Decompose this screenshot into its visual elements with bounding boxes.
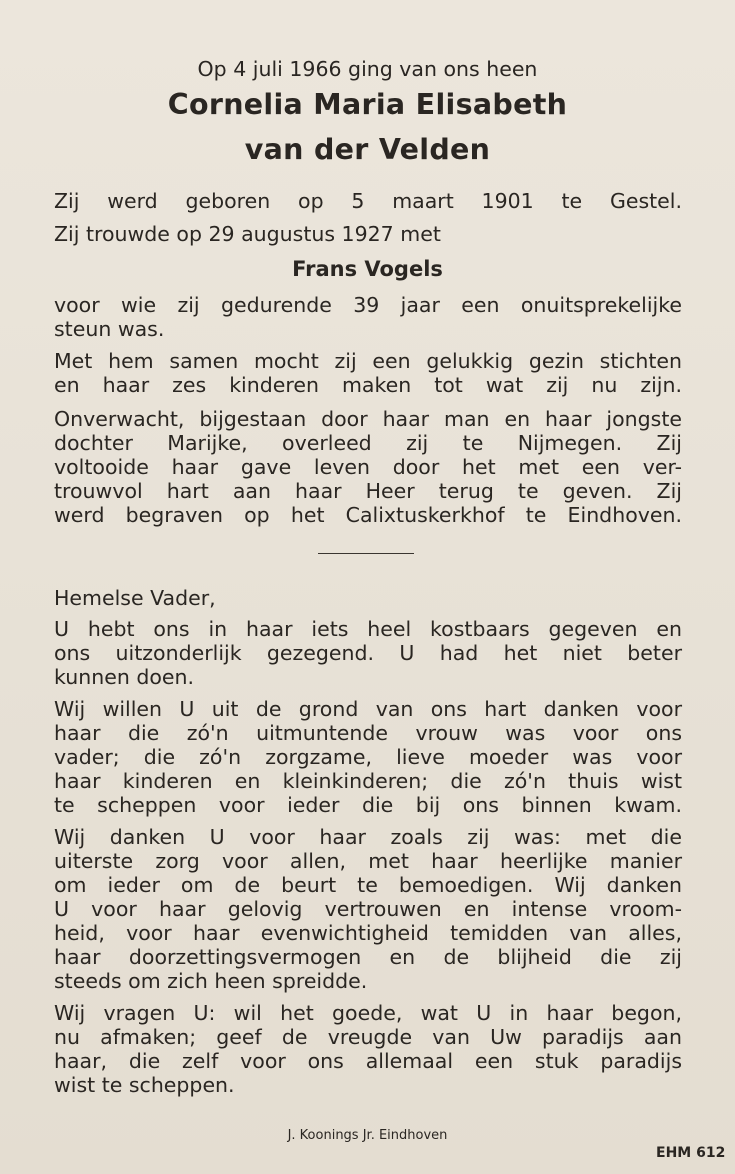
section-divider xyxy=(318,553,414,554)
prayer-line: wist te scheppen. xyxy=(54,1073,235,1097)
prayer-line: heid, voor haar evenwichtigheid temidden van alles, xyxy=(54,921,682,945)
prayer-line: uiterste zorg voor allen, met haar heerlijke manier xyxy=(54,849,682,873)
prayer-line: haar die zó'n uitmuntende vrouw was voor ons xyxy=(54,721,682,745)
prayer-line: haar, die zelf voor ons allemaal een stuk paradijs xyxy=(54,1049,682,1073)
prayer-line: haar doorzettingsvermogen en de blijheid die zij xyxy=(54,945,682,969)
prayer-salutation: Hemelse Vader, xyxy=(54,586,216,610)
intro-line: Op 4 juli 1966 ging van ons heen xyxy=(197,57,538,81)
bio-line: Met hem samen mocht zij een gelukkig gezin stichten xyxy=(54,349,682,373)
bio-line: Zij werd geboren op 5 maart 1901 te Gestel. xyxy=(54,189,682,213)
prayer-line: Wij danken U voor haar zoals zij was: met die xyxy=(54,825,682,849)
catalog-code: EHM 612 xyxy=(656,1145,726,1161)
prayer-line: Wij willen U uit de grond van ons hart danken voor xyxy=(54,697,682,721)
prayer-line: U voor haar gelovig vertrouwen en intense vroom- xyxy=(54,897,682,921)
prayer-line: haar kinderen en kleinkinderen; die zó'n thuis wist xyxy=(54,769,682,793)
prayer-line: Wij vragen U: wil het goede, wat U in haar begon, xyxy=(54,1001,682,1025)
bio-line: Zij trouwde op 29 augustus 1927 met xyxy=(54,222,441,246)
bio-line: voltooide haar gave leven door het met een ver- xyxy=(54,455,682,479)
prayer-line: steeds om zich heen spreidde. xyxy=(54,969,368,993)
prayer-line: kunnen doen. xyxy=(54,665,195,689)
deceased-name-line1: Cornelia Maria Elisabeth xyxy=(167,88,568,121)
prayer-line: ons uitzonderlijk gezegend. U had het niet beter xyxy=(54,641,682,665)
spouse-name: Frans Vogels xyxy=(292,257,443,281)
prayer-line: te scheppen voor ieder die bij ons binnen kwam. xyxy=(54,793,682,817)
prayer-line: vader; die zó'n zorgzame, lieve moeder was voor xyxy=(54,745,682,769)
printer-imprint: J. Koonings Jr. Eindhoven xyxy=(287,1128,448,1143)
deceased-name-line2: van der Velden xyxy=(244,133,491,166)
bio-line: trouwvol hart aan haar Heer terug te geven. Zij xyxy=(54,479,682,503)
bio-line: werd begraven op het Calixtuskerkhof te Eindhoven. xyxy=(54,503,682,527)
bio-line: steun was. xyxy=(54,317,165,341)
bio-line: dochter Marijke, overleed zij te Nijmegen. Zij xyxy=(54,431,682,455)
prayer-line: nu afmaken; geef de vreugde van Uw paradijs aan xyxy=(54,1025,682,1049)
prayer-line: U hebt ons in haar iets heel kostbaars gegeven en xyxy=(54,617,682,641)
prayer-line: om ieder om de beurt te bemoedigen. Wij danken xyxy=(54,873,682,897)
bio-line: Onverwacht, bijgestaan door haar man en haar jongste xyxy=(54,407,682,431)
bio-line: voor wie zij gedurende 39 jaar een onuitsprekelijke xyxy=(54,293,682,317)
bio-line: en haar zes kinderen maken tot wat zij nu zijn. xyxy=(54,373,682,397)
